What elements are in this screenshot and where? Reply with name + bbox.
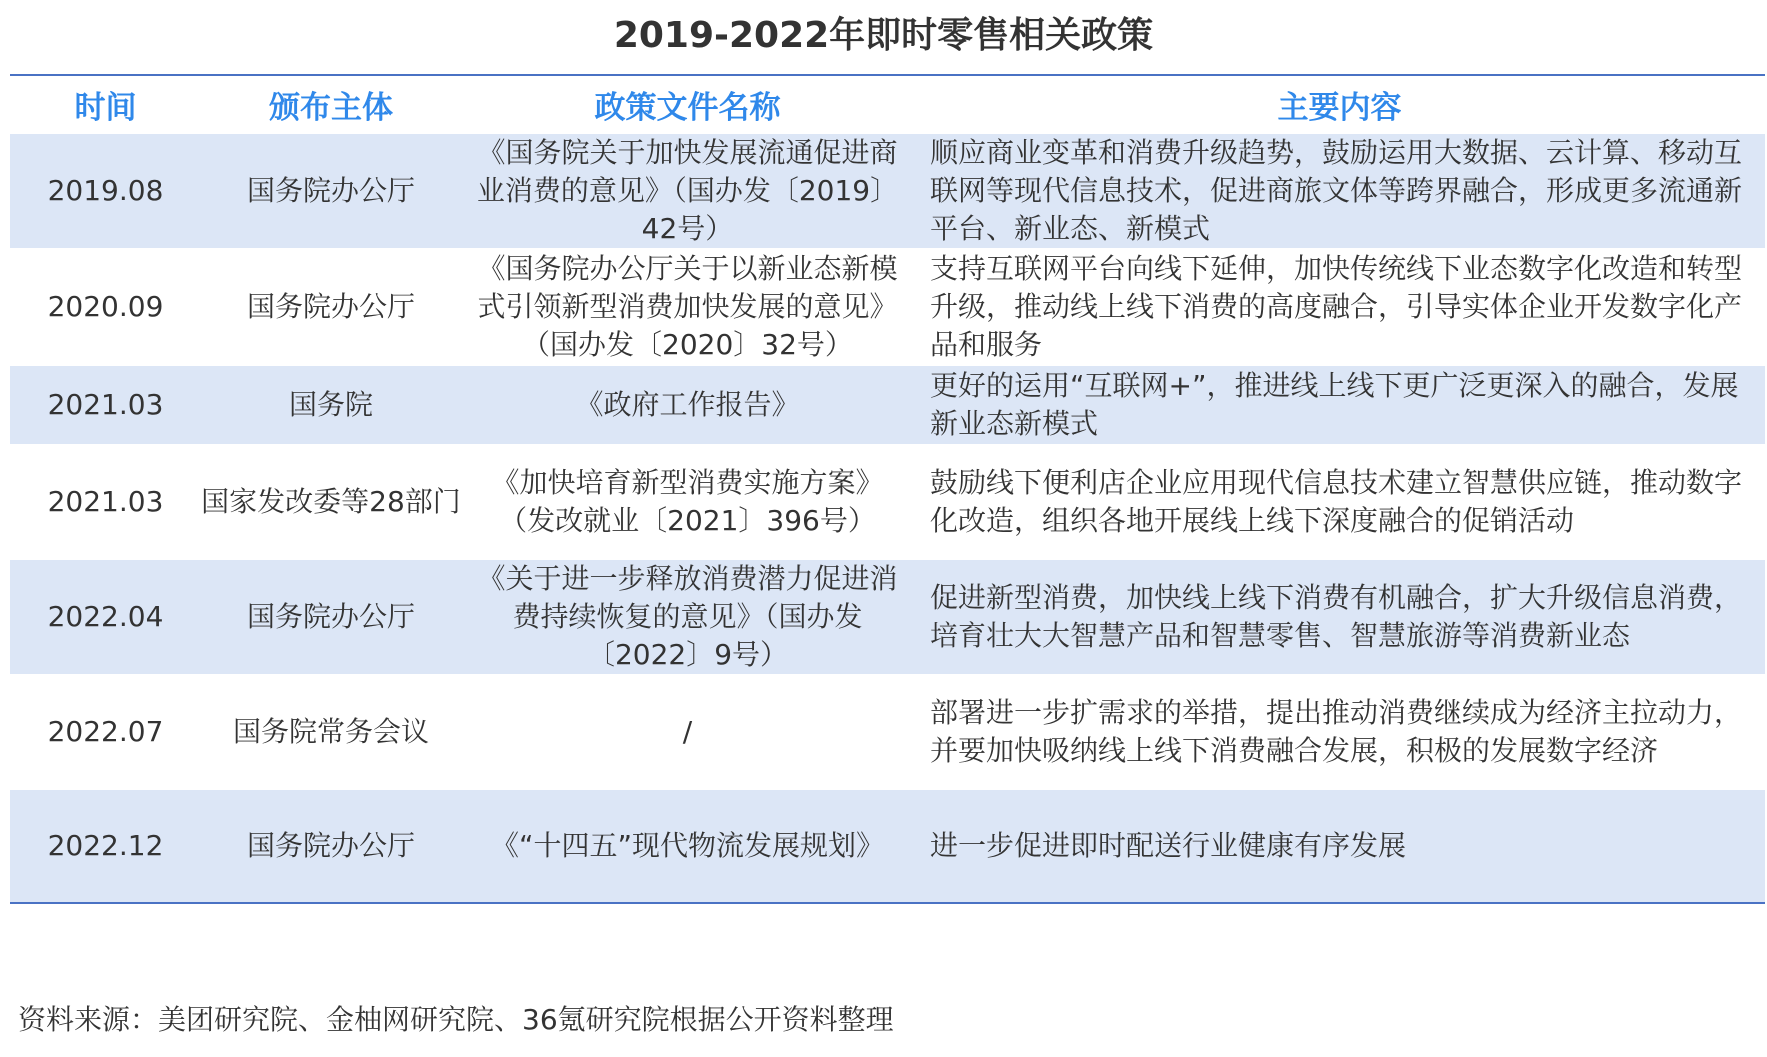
cell-date: 2021.03	[47, 485, 164, 518]
table-row	[10, 445, 1765, 559]
cell-content: 促进新型消费，加快线上线下消费有机融合，扩大升级信息消费，培育壮大大智慧产品和智慧零售、智慧旅游等消费新业态	[930, 581, 1743, 652]
table-row	[10, 789, 1765, 903]
cell-content: 鼓励线下便利店企业应用现代信息技术建立智慧供应链，推动数字化改造，组织各地开展线上线下深度融合的促销活动	[930, 466, 1743, 537]
cell-content: 更好的运用“互联网+”，推进线上线下更广泛更深入的融合，发展新业态新模式	[930, 369, 1739, 440]
cell-content: 顺应商业变革和消费升级趋势，鼓励运用大数据、云计算、移动互联网等现代信息技术，促进商旅文体等跨界融合，形成更多流通新平台、新业态、新模式	[930, 136, 1743, 245]
table-row	[10, 365, 1765, 445]
table-header-row	[10, 75, 1765, 133]
cell-issuer: 国务院办公厅	[246, 829, 415, 862]
cell-document: 《关于进一步释放消费潜力促进消费持续恢复的意见》（国办发〔2022〕9号）	[477, 562, 898, 671]
cell-issuer: 国务院办公厅	[246, 290, 415, 323]
cell-date: 2020.09	[47, 290, 164, 323]
cell-issuer: 国家发改委等28部门	[201, 485, 461, 518]
cell-document: 《“十四五”现代物流发展规划》	[490, 829, 884, 862]
cell-issuer: 国务院	[288, 388, 373, 421]
header-content: 主要内容	[1277, 89, 1402, 126]
page-title: 2019-2022年即时零售相关政策	[613, 15, 1154, 56]
table-row	[10, 133, 1765, 249]
cell-document: 《政府工作报告》	[575, 388, 800, 421]
cell-date: 2019.08	[47, 174, 164, 207]
cell-date: 2021.03	[47, 388, 164, 421]
cell-issuer: 国务院常务会议	[232, 715, 429, 748]
header-issuer: 颁布主体	[269, 89, 393, 126]
cell-date: 2022.12	[47, 829, 164, 862]
cell-document: /	[682, 715, 693, 748]
cell-date: 2022.07	[47, 715, 164, 748]
policy-table	[10, 74, 1765, 904]
cell-content: 进一步促进即时配送行业健康有序发展	[930, 829, 1407, 862]
header-document: 政策文件名称	[594, 89, 781, 126]
cell-date: 2022.04	[47, 600, 164, 633]
cell-issuer: 国务院办公厅	[246, 174, 415, 207]
cell-document: 《国务院关于加快发展流通促进商业消费的意见》（国办发〔2019〕42号）	[476, 136, 899, 245]
cell-content: 部署进一步扩需求的举措，提出推动消费继续成为经济主拉动力，并要加快吸纳线上线下消费融合发展，积极的发展数字经济	[930, 696, 1743, 767]
table-row	[10, 675, 1765, 789]
cell-content: 支持互联网平台向线下延伸，加快传统线下业态数字化改造和转型升级，推动线上线下消费的高度融合，引导实体企业开发数字化产品和服务	[930, 252, 1743, 361]
source-note: 资料来源：美团研究院、金柚网研究院、36氪研究院根据公开资料整理	[18, 1003, 894, 1036]
cell-document: 《国务院办公厅关于以新业态新模式引领新型消费加快发展的意见》（国办发〔2020〕32号）	[477, 252, 898, 361]
table-row	[10, 559, 1765, 675]
header-date: 时间	[74, 89, 137, 126]
cell-issuer: 国务院办公厅	[246, 600, 415, 633]
cell-document: 《加快培育新型消费实施方案》（发改就业〔2021〕396号）	[491, 466, 884, 537]
table-row	[10, 249, 1765, 365]
